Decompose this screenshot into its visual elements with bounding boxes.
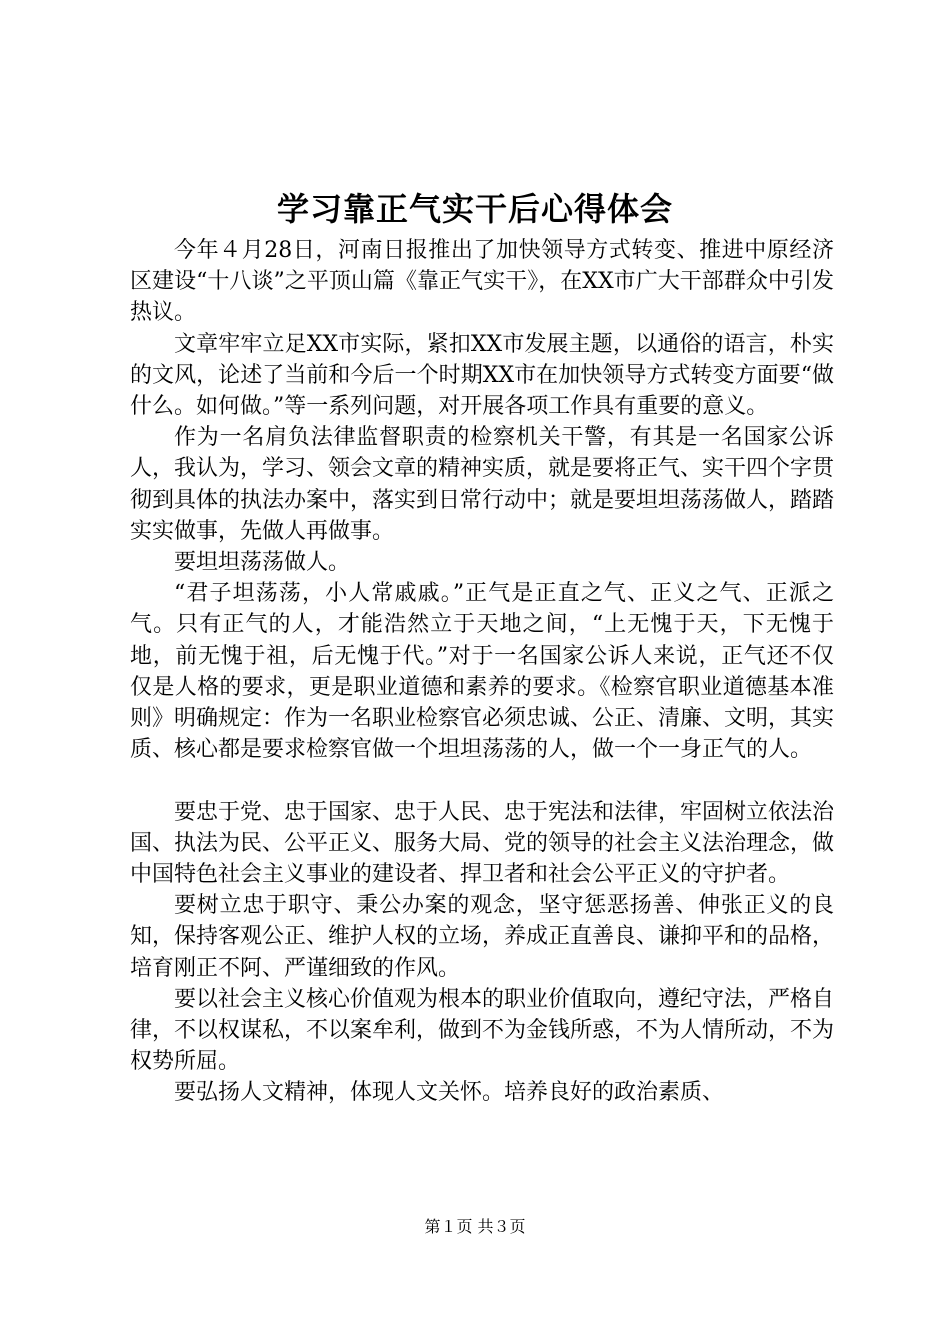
document-title: 学习靠正气实干后心得体会 [276,190,673,228]
paragraph-7: 要树立忠于职守、秉公办案的观念，坚守惩恶扬善、伸张正义的良知，保持客观公正、维护人权的立场，养成正直善良、谦抑平和的品格，培育刚正不阿、严谨细致的作风。 [130,893,835,981]
paragraph-1: 今年４月28日，河南日报推出了加快领导方式转变、推进中原经济区建设“十八谈”之平顶山篇《靠正气实干》，在XX市广大干部群众中引发热议。 [130,238,834,326]
paragraph-6: 要忠于党、忠于国家、忠于人民、忠于宪法和法律，牢固树立依法治国、执法为民、公平正义、服务大局、党的领导的社会主义法治理念，做中国特色社会主义事业的建设者、捍卫者和社会公平正义的守护者。 [130,799,835,888]
paragraph-9: 要弘扬人文精神，体现人文关怀。培养良好的政治素质、 [174,1080,725,1106]
paragraph-2: 文章牢牢立足XX市实际，紧扣XX市发展主题，以通俗的语言，朴实的文风，论述了当前和今后一个时期XX市在加快领导方式转变方面要“做什么。如何做。”等一系列问题，对开展各项工作具有重要的意义。 [130,331,834,420]
paragraph-5: “君子坦荡荡，小人常戚戚。”正气是正直之气、正义之气、正派之气。只有正气的人，才能浩然立于天地之间，“上无愧于天，下无愧于地，前无愧于祖，后无愧于代。”对于一名国家公诉人来说，正气还不仅仅是人格的要求，更是职业道德和素养的要求。《检察官职业道德基本准则》明确规定：作为一名职业检察官必须忠诚、公正、清廉、文明，其实质、核心都是要求检察官做一个坦坦荡荡的人，做一个一身正气的人。 [130,581,835,763]
paragraph-4: 要坦坦荡荡做人。 [174,550,351,576]
paragraph-3: 作为一名肩负法律监督职责的检察机关干警，有其是一名国家公诉人，我认为，学习、领会文章的精神实质，就是要将正气、实干四个字贯彻到具体的执法办案中，落实到日常行动中；就是要坦坦荡荡做人，踏踏实实做事，先做人再做事。 [130,425,835,544]
page-number-footer: 第１页 共３页 [424,1217,526,1236]
paragraph-8: 要以社会主义核心价值观为根本的职业价值取向，遵纪守法，严格自律，不以权谋私，不以案牟利，做到不为金钱所惑，不为人情所动，不为权势所屈。 [130,986,835,1075]
blank-line [130,765,834,796]
document-body [130,235,834,1109]
